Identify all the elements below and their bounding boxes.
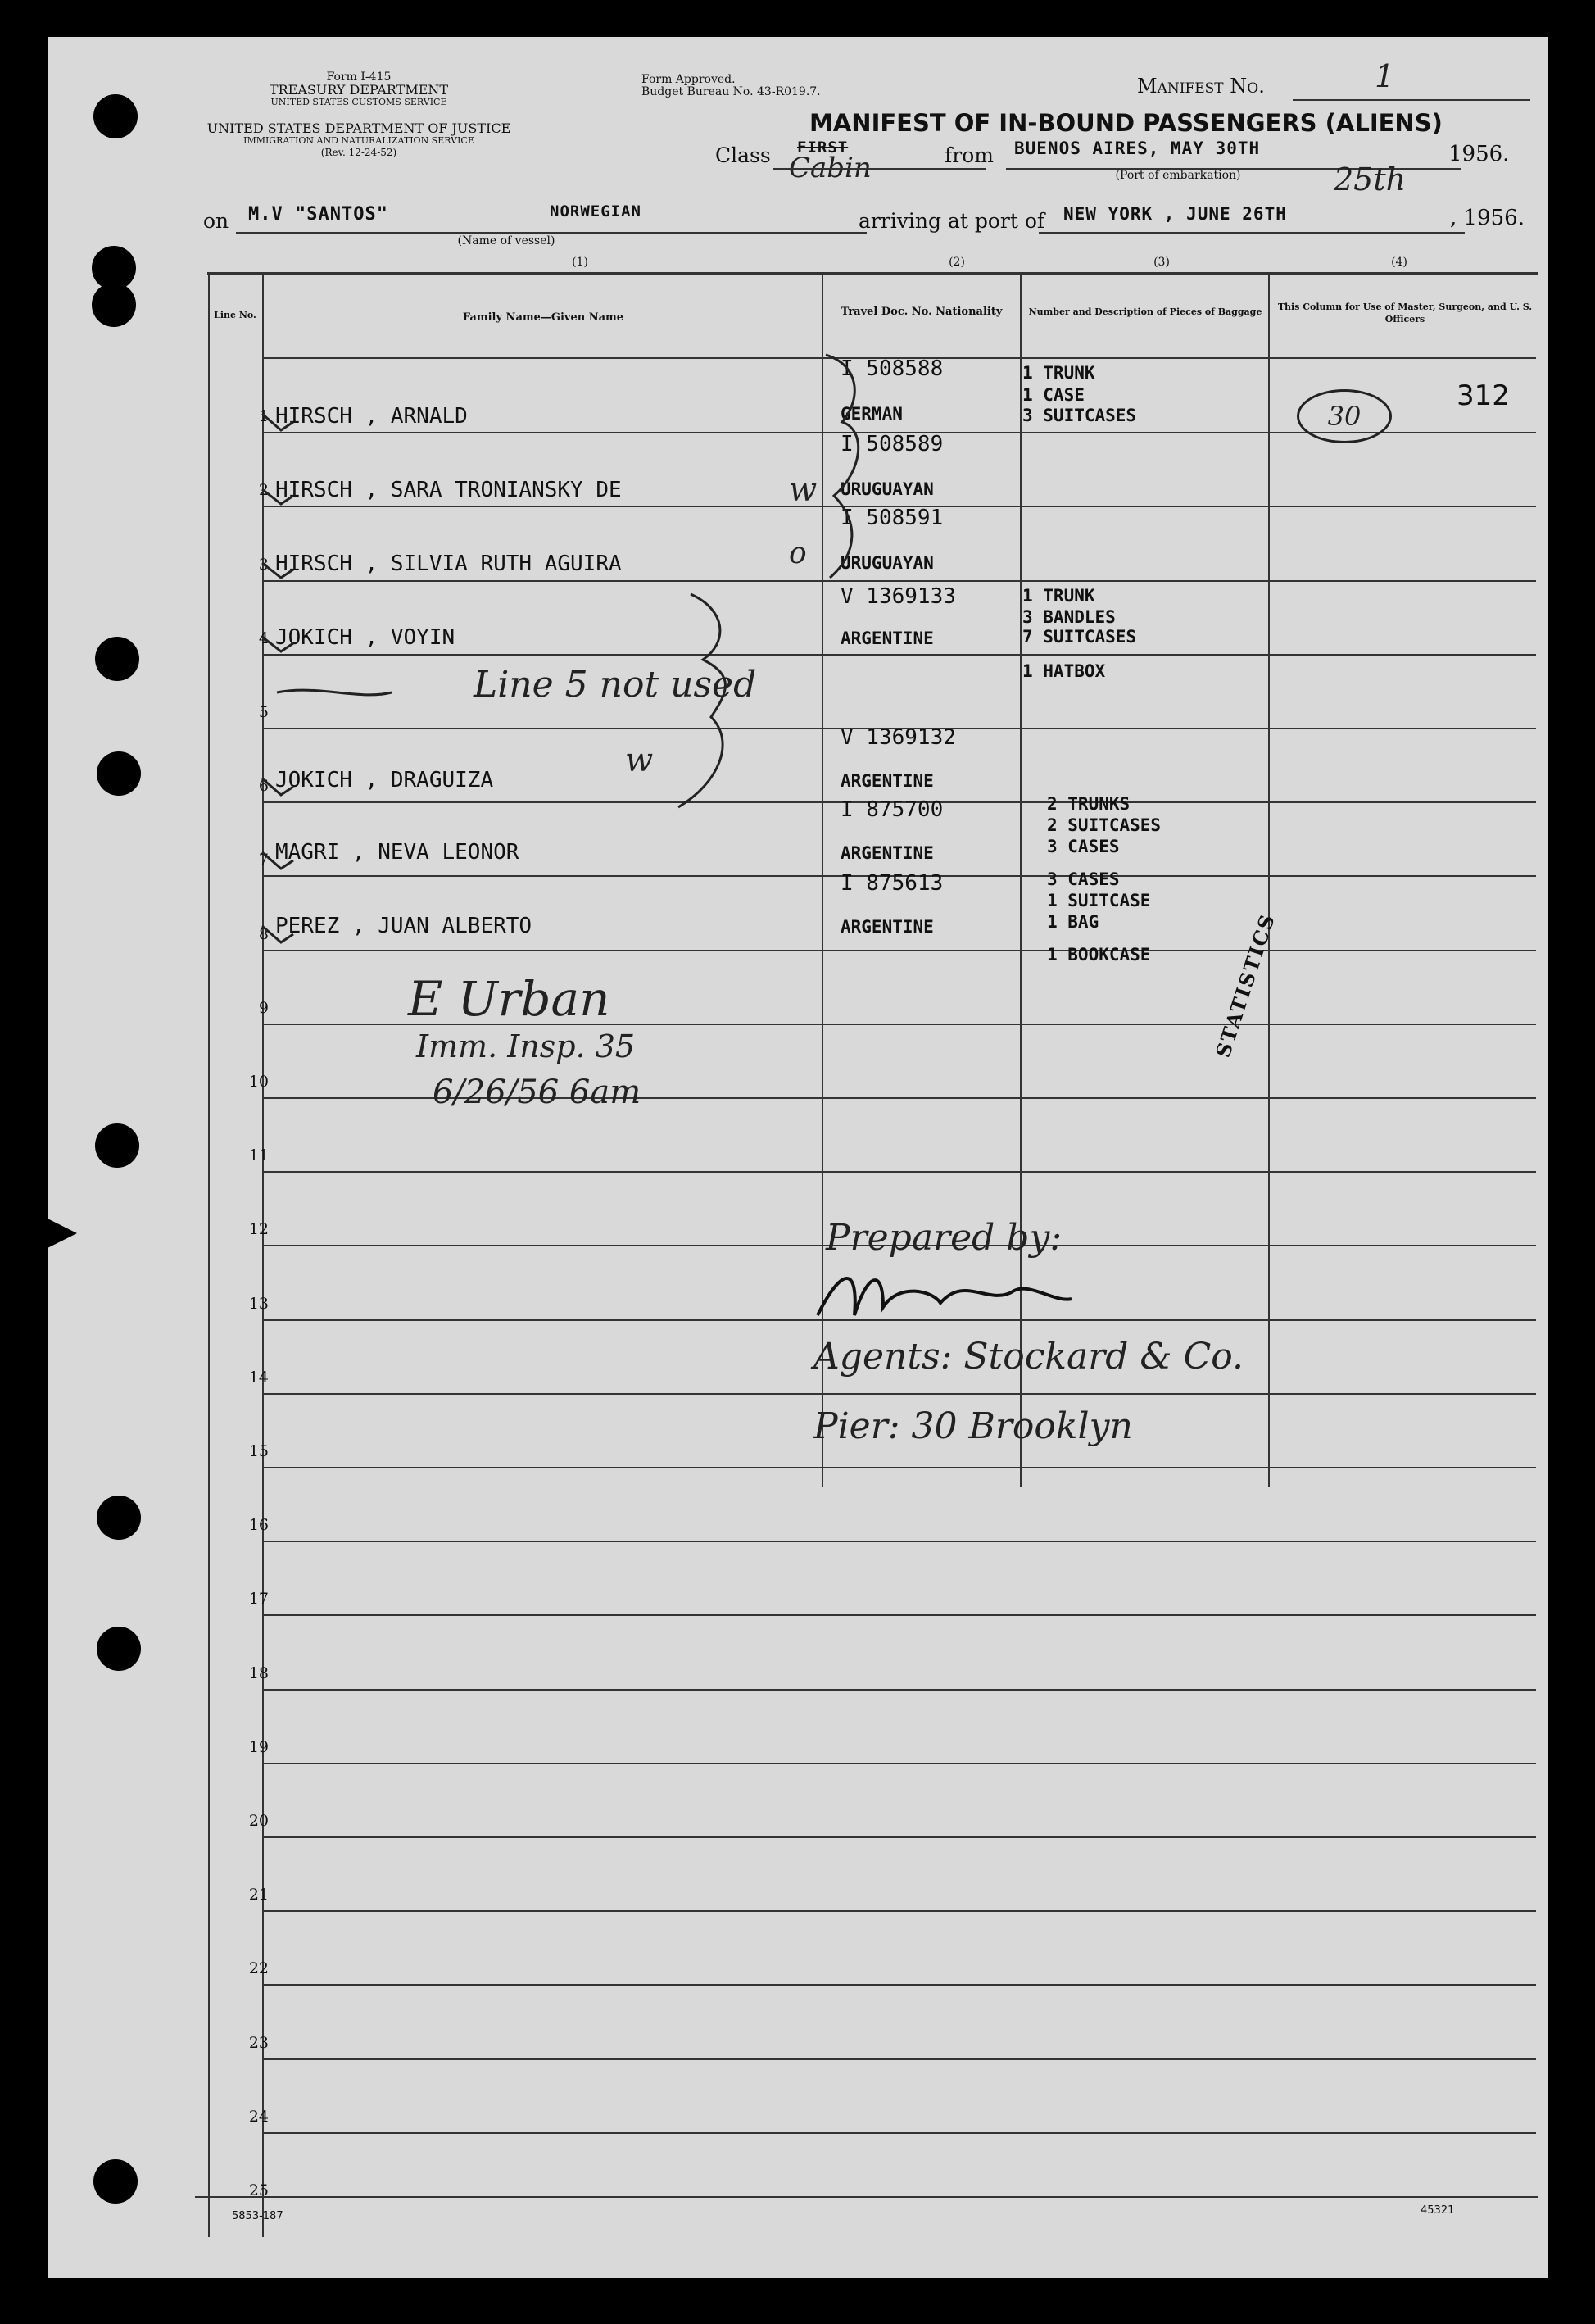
nationality-1: GERMAN xyxy=(841,404,903,424)
line-number: 21 xyxy=(248,1886,269,1904)
line-number: 5 xyxy=(258,703,269,721)
check-mark xyxy=(262,489,293,504)
line-number: 14 xyxy=(248,1368,269,1387)
arriving-label: arriving at port of xyxy=(859,209,1045,233)
passenger-name-1: HIRSCH , ARNALD xyxy=(275,404,468,429)
pen-marks xyxy=(48,37,1548,2278)
nationality-4: ARGENTINE xyxy=(841,629,934,648)
port-embarkation: BUENOS AIRES, MAY 30TH xyxy=(1014,138,1261,158)
arrival-port: NEW YORK , JUNE 26TH xyxy=(1063,204,1287,224)
baggage-8b: 1 SUITCASE xyxy=(1047,891,1151,910)
travel-doc-1: I 508588 xyxy=(841,356,944,381)
nationality-8: ARGENTINE xyxy=(841,917,934,937)
customs-service: UNITED STATES CUSTOMS SERVICE xyxy=(270,97,447,107)
manifest-no-label: Manifest No. xyxy=(1137,75,1265,98)
form-number: Form I-415 xyxy=(326,70,392,84)
line-number: 18 xyxy=(248,1664,269,1682)
from-label: from xyxy=(945,143,994,167)
vessel-flag: NORWEGIAN xyxy=(550,202,641,220)
line-number: 12 xyxy=(248,1220,269,1239)
passenger-name-4: JOKICH , VOYIN xyxy=(275,625,455,650)
form-approved: Form Approved. xyxy=(641,73,736,86)
passenger-name-8: PEREZ , JUAN ALBERTO xyxy=(275,914,532,938)
line-number: 1 xyxy=(258,407,269,426)
class-label: Class xyxy=(715,143,771,167)
footer-left-code: 5853-187 xyxy=(232,2210,283,2222)
col-num-1: (1) xyxy=(572,256,588,269)
line-number: 2 xyxy=(258,481,269,500)
nationality-2: URUGUAYAN xyxy=(841,479,934,499)
class-struck: FIRST xyxy=(797,138,849,157)
line-number: 9 xyxy=(258,998,269,1017)
check-mark xyxy=(262,778,293,795)
footer-right-code: 45321 xyxy=(1421,2204,1455,2217)
header-name: Family Name—Given Name xyxy=(462,311,624,324)
manifest-no-value: 1 xyxy=(1375,58,1395,94)
year-1: 1956. xyxy=(1448,142,1510,166)
passenger-name-3: HIRSCH , SILVIA RUTH AGUIRA xyxy=(275,551,622,576)
mark-w2: w xyxy=(625,742,654,779)
vessel-name: M.V "SANTOS" xyxy=(248,204,388,225)
year-2: , 1956. xyxy=(1450,206,1525,230)
header-baggage: Number and Description of Pieces of Baggage xyxy=(1028,306,1262,317)
ins-service: IMMIGRATION AND NATURALIZATION SERVICE xyxy=(243,135,474,146)
line-number: 25 xyxy=(248,2181,269,2199)
col-num-4: (4) xyxy=(1391,256,1407,269)
pier-note: Pier: 30 Brooklyn xyxy=(813,1405,1133,1447)
officer-note: 312 xyxy=(1457,379,1510,412)
baggage-4c: 7 SUITCASES xyxy=(1022,627,1137,647)
col-num-3: (3) xyxy=(1153,256,1170,269)
line-number: 19 xyxy=(248,1737,269,1756)
line-number: 22 xyxy=(248,1959,269,1978)
nationality-3: URUGUAYAN xyxy=(841,553,934,573)
brace xyxy=(826,355,859,578)
line-number: 24 xyxy=(248,2107,269,2126)
line-number: 11 xyxy=(248,1146,269,1165)
line-number: 23 xyxy=(248,2033,269,2052)
agents-note: Agents: Stockard & Co. xyxy=(813,1336,1244,1378)
line-number: 6 xyxy=(258,777,269,796)
line-number: 20 xyxy=(248,1812,269,1830)
col-num-2: (2) xyxy=(949,256,965,269)
passenger-name-2: HIRSCH , SARA TRONIANSKY DE xyxy=(275,478,622,502)
line-number: 15 xyxy=(248,1442,269,1460)
baggage-1c: 3 SUITCASES xyxy=(1022,406,1137,425)
line5-note: Line 5 not used xyxy=(474,664,757,706)
line-number: 17 xyxy=(248,1590,269,1609)
mark-o: o xyxy=(789,537,807,570)
nationality-6: ARGENTINE xyxy=(841,771,934,791)
check-mark xyxy=(262,563,293,578)
header-line-no: Line No. xyxy=(214,310,256,320)
header-travel-doc: Travel Doc. No. Nationality xyxy=(841,306,1003,318)
inspector-signature: E Urban xyxy=(408,971,610,1027)
preparer-signature xyxy=(809,1258,1080,1332)
travel-doc-4: V 1369133 xyxy=(841,584,956,609)
travel-doc-3: I 508591 xyxy=(841,506,944,530)
check-mark xyxy=(262,852,293,869)
header-officers: This Column for Use of Master, Surgeon, and U. S. Officers xyxy=(1277,302,1533,325)
vessel-caption: (Name of vessel) xyxy=(457,234,555,247)
page-title: MANIFEST OF IN-BOUND PASSENGERS (ALIENS) xyxy=(809,109,1443,137)
check-mark xyxy=(262,637,293,651)
travel-doc-7: I 875700 xyxy=(841,797,944,822)
strike-line-5 xyxy=(277,690,392,695)
line-number: 3 xyxy=(258,555,269,574)
baggage-8a: 3 CASES xyxy=(1047,869,1120,889)
baggage-7c: 3 CASES xyxy=(1047,837,1120,856)
prepared-by: Prepared by: xyxy=(826,1217,1063,1259)
check-mark xyxy=(262,414,293,430)
manifest-page xyxy=(48,37,1548,2278)
treasury-dept: TREASURY DEPARTMENT xyxy=(269,82,449,98)
baggage-9a: 1 BOOKCASE xyxy=(1047,945,1151,965)
passenger-name-6: JOKICH , DRAGUIZA xyxy=(275,768,494,792)
line-number: 8 xyxy=(258,924,269,943)
line-number: 4 xyxy=(258,629,269,647)
baggage-5a: 1 HATBOX xyxy=(1022,661,1106,681)
baggage-1b: 1 CASE xyxy=(1022,385,1085,405)
inspector-title: Imm. Insp. 35 xyxy=(416,1028,636,1064)
line-number: 10 xyxy=(248,1073,269,1091)
baggage-4a: 1 TRUNK xyxy=(1022,586,1095,606)
nationality-7: ARGENTINE xyxy=(841,843,934,863)
travel-doc-8: I 875613 xyxy=(841,871,944,896)
check-mark xyxy=(262,926,293,942)
baggage-7a: 2 TRUNKS xyxy=(1047,794,1131,814)
baggage-4b: 3 BANDLES xyxy=(1022,607,1116,627)
on-label: on xyxy=(203,209,229,233)
line-number: 7 xyxy=(258,851,269,869)
revision: (Rev. 12-24-52) xyxy=(320,147,397,158)
statistics-stamp: STATISTICS xyxy=(1211,910,1280,1060)
class-written: Cabin xyxy=(789,152,872,184)
travel-doc-6: V 1369132 xyxy=(841,725,956,750)
budget-bureau: Budget Bureau No. 43-R019.7. xyxy=(641,85,821,98)
baggage-8c: 1 BAG xyxy=(1047,912,1099,932)
line-number: 16 xyxy=(248,1516,269,1535)
port-caption: (Port of embarkation) xyxy=(1115,169,1241,182)
inspector-date: 6/26/56 6am xyxy=(433,1073,641,1111)
travel-doc-2: I 508589 xyxy=(841,432,944,456)
baggage-1a: 1 TRUNK xyxy=(1022,363,1095,383)
mark-w1: w xyxy=(789,471,818,509)
line-number: 13 xyxy=(248,1294,269,1313)
passenger-name-7: MAGRI , NEVA LEONOR xyxy=(275,840,519,865)
circled-number: 30 xyxy=(1297,389,1392,443)
justice-dept: UNITED STATES DEPARTMENT OF JUSTICE xyxy=(206,120,511,136)
arrival-correction: 25th xyxy=(1334,161,1407,197)
baggage-7b: 2 SUITCASES xyxy=(1047,815,1162,835)
